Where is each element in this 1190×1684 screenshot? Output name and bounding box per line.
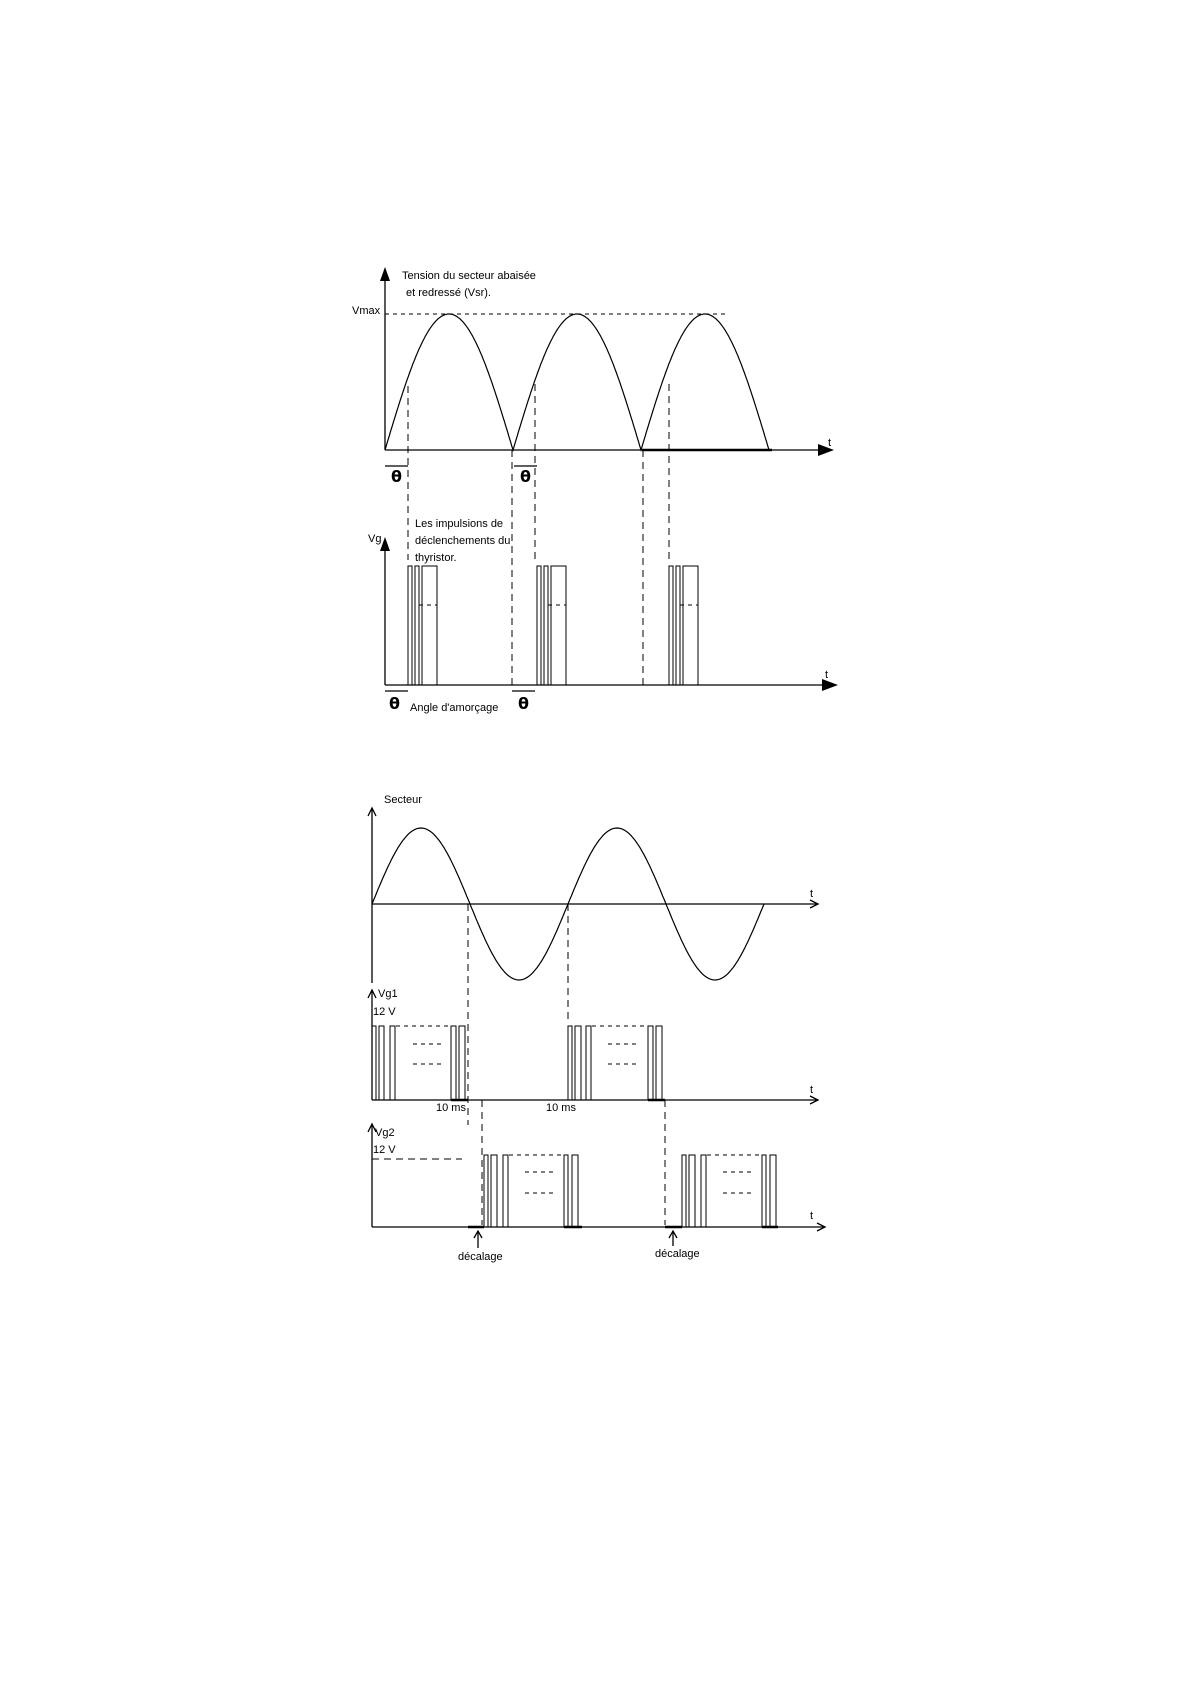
decalage-label-2: décalage — [655, 1248, 700, 1260]
mains-plot — [368, 794, 818, 1125]
vmax-label: Vmax — [352, 305, 381, 317]
vg1-ms-label-2: 10 ms — [546, 1102, 576, 1114]
vg-y-axis-arrow — [380, 537, 390, 551]
pulses-caption-line-2: déclenchements du — [415, 535, 511, 547]
pulse-group-2 — [537, 566, 566, 685]
vg1-label: Vg1 — [378, 988, 398, 1000]
vg1-pulse-group-2 — [568, 1026, 665, 1100]
pulses-caption-line-3: thyristor. — [415, 552, 457, 564]
vsr-x-axis-arrow — [818, 444, 834, 456]
theta-symbol-2: θ — [520, 467, 531, 486]
vsr-caption-line-2: et redressé (Vsr). — [406, 287, 491, 299]
gate-pulses-plot — [368, 518, 838, 714]
theta-symbol-1: θ — [391, 467, 402, 486]
vg2-label: Vg2 — [375, 1127, 395, 1139]
vg-label: Vg — [368, 533, 382, 545]
vg2-12v-label: 12 V — [373, 1144, 396, 1156]
vsr-caption-line-1: Tension du secteur abaisée — [402, 270, 536, 282]
decalage-label-1: décalage — [458, 1251, 503, 1263]
vg1-ms-label-1: 10 ms — [436, 1102, 466, 1114]
angle-label: Angle d'amorçage — [410, 702, 499, 714]
theta-symbol-3: θ — [389, 694, 400, 713]
vsr-y-axis-arrow — [380, 267, 390, 281]
vg1-plot — [368, 988, 818, 1225]
vg2-pulse-group-2 — [665, 1155, 778, 1227]
theta-symbol-4: θ — [518, 694, 529, 713]
secteur-t-label: t — [810, 888, 814, 900]
pulse-group-3 — [669, 566, 698, 685]
pulses-caption-line-1: Les impulsions de — [415, 518, 504, 530]
secteur-label: Secteur — [384, 794, 422, 806]
vg1-pulse-group-1 — [372, 1026, 468, 1100]
vg-t-label: t — [825, 669, 829, 681]
vg1-t-label: t — [810, 1084, 814, 1096]
vg2-plot — [368, 1124, 825, 1263]
vg1-12v-label: 12 V — [373, 1006, 396, 1018]
rectified-voltage-plot — [352, 267, 834, 690]
pulse-group-1 — [408, 566, 437, 685]
vg2-t-label: t — [810, 1210, 814, 1222]
vsr-t-label: t — [828, 437, 832, 449]
vsr-waveform — [385, 314, 769, 450]
vg2-pulse-group-1 — [468, 1155, 582, 1227]
